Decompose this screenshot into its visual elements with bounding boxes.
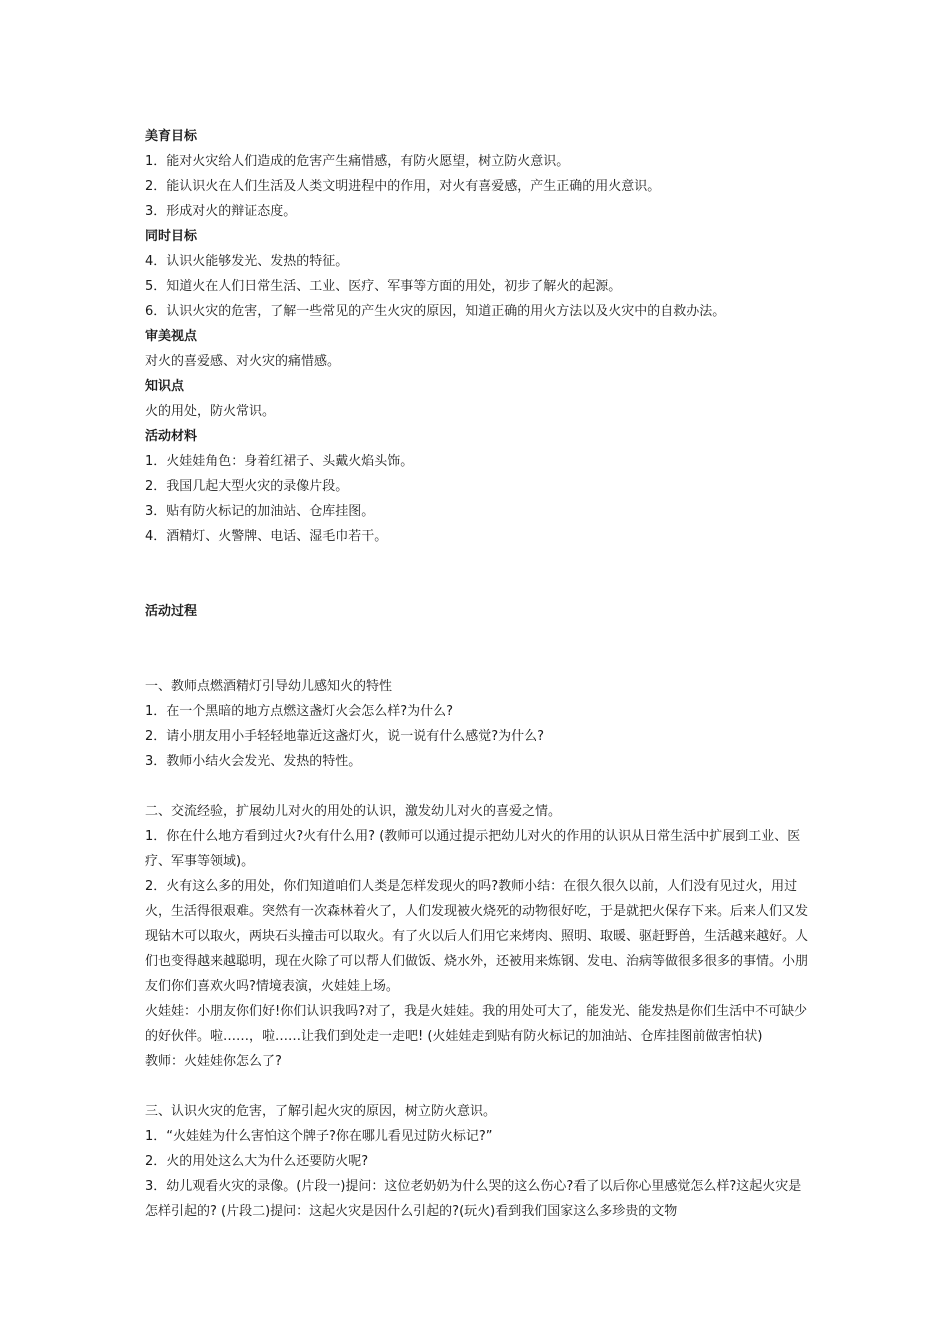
section-heading-aesthetic-goals: 美育目标: [145, 129, 198, 144]
list-item: 3．贴有防火标记的加油站、仓库挂图。: [145, 504, 375, 519]
list-item: 1．在一个黑暗的地方点燃这盏灯火会怎么样?为什么?: [145, 704, 454, 719]
spacer: [145, 624, 810, 674]
list-item: 2．我国几起大型火灾的录像片段。: [145, 479, 349, 494]
subsection-title: 一、教师点燃酒精灯引导幼儿感知火的特性: [145, 679, 393, 694]
list-item: 2．火的用处这么大为什么还要防火呢?: [145, 1154, 369, 1169]
spacer: [145, 549, 810, 599]
subsection-title: 三、认识火灾的危害，了解引起火灾的原因，树立防火意识。: [145, 1104, 497, 1119]
paragraph: 2．火有这么多的用处，你们知道咱们人类是怎样发现火的吗?教师小结：在很久很久以前，人们没有见过火，用过火，生活得很艰难。突然有一次森林着火了，人们发现被火烧死的动物很好吃，于是就把火保存下来。后来人们又发现钻木可以取火，两块石头撞击可以取火。有了火以后人们用它来烤肉、照明、取暖、驱赶野兽，生活越来越好。人们也变得越来越聪明，现在火除了可以帮人们做饭、烧水外，还被用来炼钢、发电、治病等做很多很多的事情。小朋友们你们喜欢火吗?情境表演，火娃娃上场。: [145, 879, 809, 994]
paragraph: 3．幼儿观看火灾的录像。(片段一)提问：这位老奶奶为什么哭的这么伤心?看了以后你心里感觉怎么样?这起火灾是怎样引起的? (片段二)提问：这起火灾是因什么引起的?(玩火)看到我们国家这么多珍贵的文物: [145, 1179, 802, 1219]
section-heading-aesthetic-view: 审美视点: [145, 329, 198, 344]
list-item: 1．“火娃娃为什么害怕这个牌子?你在哪儿看见过防火标记?”: [145, 1129, 493, 1144]
paragraph: 火的用处，防火常识。: [145, 404, 276, 419]
list-item: 1．火娃娃角色：身着红裙子、头戴火焰头饰。: [145, 454, 414, 469]
list-item: 3．教师小结火会发光、发热的特性。: [145, 754, 362, 769]
paragraph: 1．你在什么地方看到过火?火有什么用? (教师可以通过提示把幼儿对火的作用的认识从日常生活中扩展到工业、医疗、军事等领域)。: [145, 829, 801, 869]
list-item: 2．能认识火在人们生活及人类文明进程中的作用，对火有喜爱感，产生正确的用火意识。: [145, 179, 661, 194]
document-body: [145, 124, 810, 1224]
spacer: [145, 1074, 810, 1099]
section-heading-materials: 活动材料: [145, 429, 198, 444]
list-item: 4．酒精灯、火警牌、电话、湿毛巾若干。: [145, 529, 388, 544]
section-heading-parallel-goals: 同时目标: [145, 229, 198, 244]
section-heading-knowledge: 知识点: [145, 379, 185, 394]
paragraph: 火娃娃：小朋友你们好!你们认识我吗?对了，我是火娃娃。我的用处可大了，能发光、能发热是你们生活中不可缺少的好伙伴。啦……，啦……让我们到处走一走吧! (火娃娃走到贴有防火标记的加油站、仓库挂图前做害怕状): [145, 1004, 808, 1044]
list-item: 1．能对火灾给人们造成的危害产生痛惜感，有防火愿望，树立防火意识。: [145, 154, 570, 169]
list-item: 4．认识火能够发光、发热的特征。: [145, 254, 349, 269]
paragraph: 对火的喜爱感、对火灾的痛惜感。: [145, 354, 341, 369]
list-item: 3．形成对火的辩证态度。: [145, 204, 297, 219]
list-item: 6．认识火灾的危害，了解一些常见的产生火灾的原因，知道正确的用火方法以及火灾中的自救办法。: [145, 304, 726, 319]
section-heading-process: 活动过程: [145, 604, 198, 619]
list-item: 2．请小朋友用小手轻轻地靠近这盏灯火，说一说有什么感觉?为什么?: [145, 729, 545, 744]
subsection-title: 二、交流经验，扩展幼儿对火的用处的认识，激发幼儿对火的喜爱之情。: [145, 804, 562, 819]
paragraph: 教师：火娃娃你怎么了?: [145, 1054, 282, 1069]
list-item: 5．知道火在人们日常生活、工业、医疗、军事等方面的用处，初步了解火的起源。: [145, 279, 622, 294]
spacer: [145, 774, 810, 799]
